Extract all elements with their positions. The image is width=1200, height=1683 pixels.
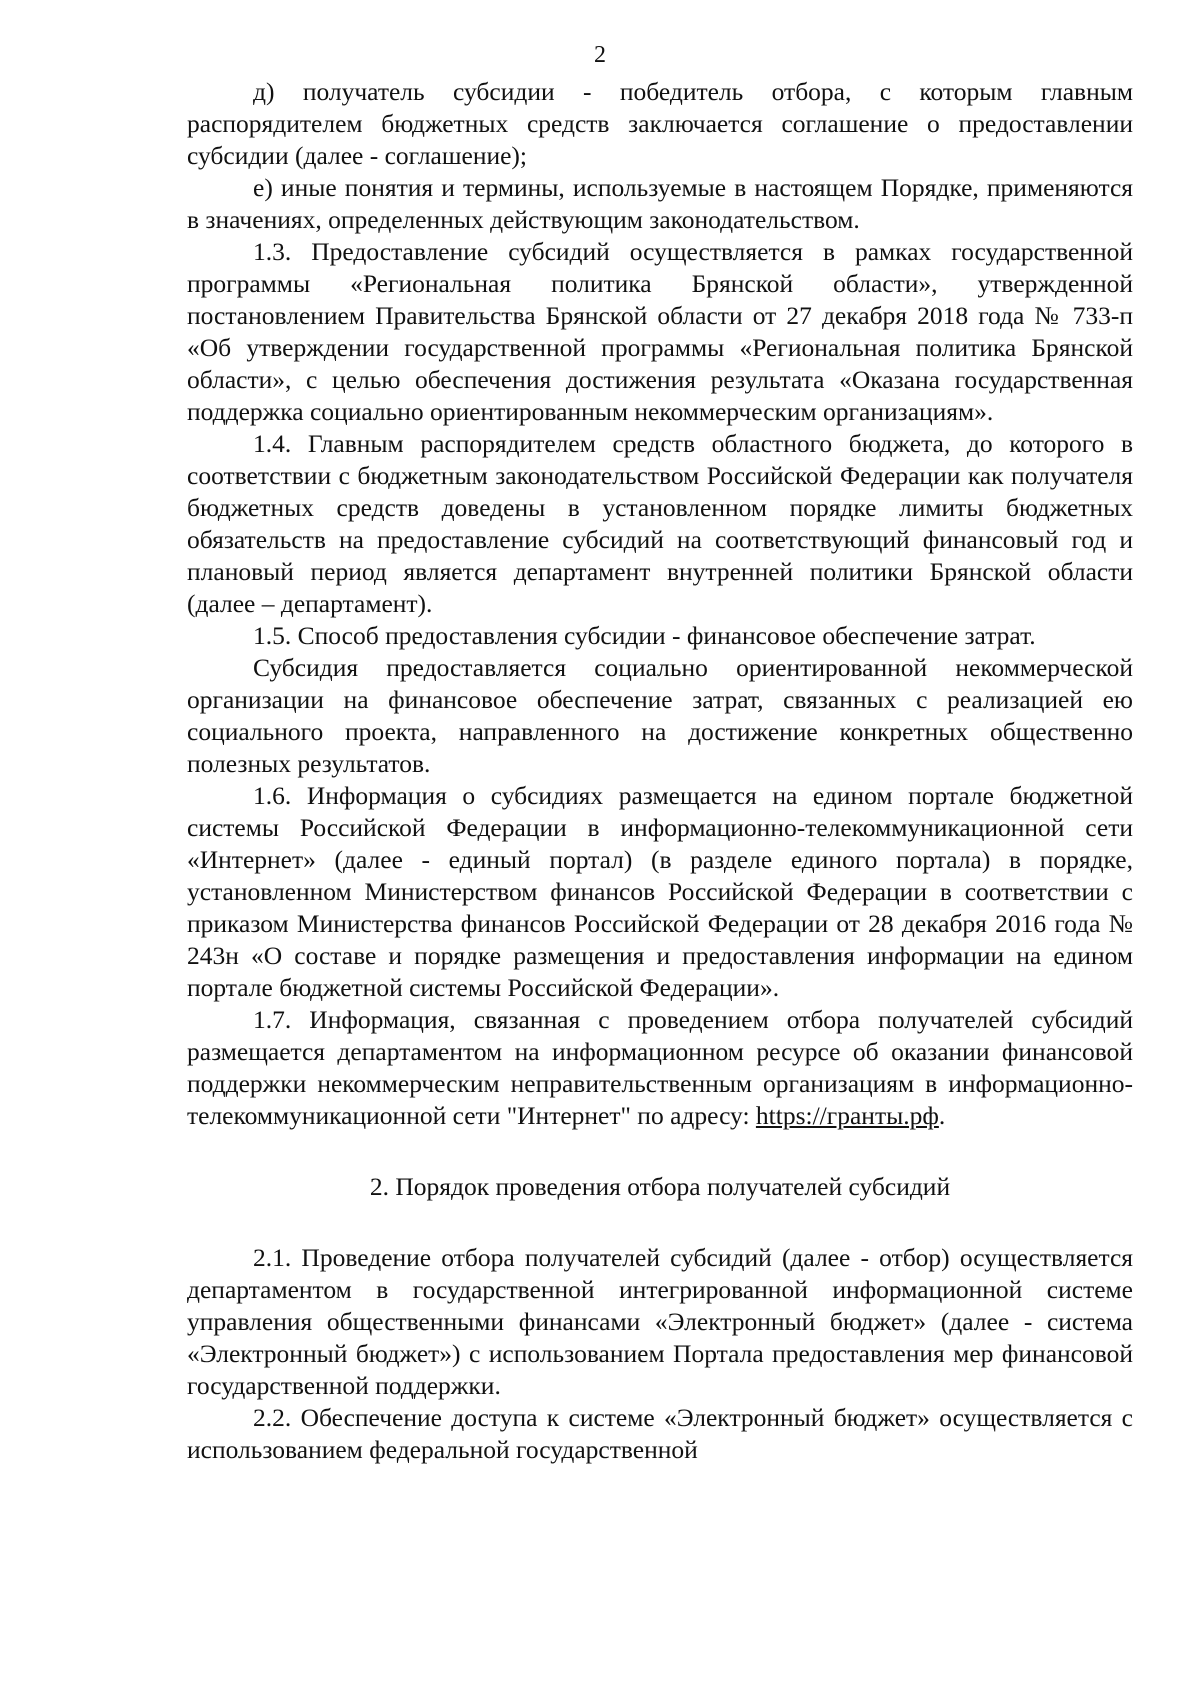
paragraph-1-4: 1.4. Главным распорядителем средств областного бюджета, до которого в соответствии с бюджетным законодательством Российской Федерации как получателя бюджетных средств доведены в установленном порядке лимиты бюджетных обязательств на предоставление субсидий на соответствующий финансовый год и плановый период является департамент внутренней политики Брянской области (далее – департамент). <box>187 429 1133 618</box>
paragraph-definition-d: д) получатель субсидии - победитель отбора, с которым главным распорядителем бюджетных средств заключается соглашение о предоставлении субсидии (далее - соглашение); <box>187 77 1133 170</box>
paragraph-1-7 <box>187 1004 1133 1132</box>
page-number: 2 <box>594 42 606 68</box>
document-body <box>187 76 1133 1466</box>
paragraph-1-3: 1.3. Предоставление субсидий осуществляется в рамках государственной программы «Региональная политика Брянской области», утвержденной постановлением Правительства Брянской области от 27 декабря 2018 года № 733-п «Об утверждении государственной программы «Региональная политика Брянской области», с целью обеспечения достижения результата «Оказана государственная поддержка социально ориентированным некоммерческим организациям». <box>187 237 1133 426</box>
paragraph-1-7-text: 1.7. Информация, связанная с проведением отбора получателей субсидий размещается департаментом на информационном ресурсе об оказании финансовой поддержки некоммерческим неправительственным организациям в информационно-телекоммуникационной сети "Интернет" по адресу: <box>187 1005 1133 1130</box>
paragraph-2-2: 2.2. Обеспечение доступа к системе «Электронный бюджет» осуществляется с использованием федеральной государственной <box>187 1403 1133 1464</box>
paragraph-1-5: 1.5. Способ предоставления субсидии - финансовое обеспечение затрат. <box>253 621 1036 650</box>
grants-link[interactable]: https://гранты.рф <box>755 1101 939 1130</box>
paragraph-1-6: 1.6. Информация о субсидиях размещается на едином портале бюджетной системы Российской Федерации в информационно-телекоммуникационной сети «Интернет» (далее - единый портал) (в разделе единого портала) в порядке, установленном Министерством финансов Российской Федерации в соответствии с приказом Министерства финансов Российской Федерации от 28 декабря 2016 года № 243н «О составе и порядке размещения и предоставления информации на едином портале бюджетной системы Российской Федерации». <box>187 781 1133 1002</box>
paragraph-definition-e: е) иные понятия и термины, используемые в настоящем Порядке, применяются в значениях, определенных действующим законодательством. <box>187 173 1133 234</box>
paragraph-1-7-end: . <box>938 1101 946 1130</box>
paragraph-subsidy-description: Субсидия предоставляется социально ориентированной некоммерческой организации на финансовое обеспечение затрат, связанных с реализацией ею социального проекта, направленного на достижение конкретных общественно полезных результатов. <box>187 653 1133 778</box>
paragraph-2-1: 2.1. Проведение отбора получателей субсидий (далее - отбор) осуществляется департаментом в государственной интегрированной информационной системе управления общественными финансами «Электронный бюджет» (далее - система «Электронный бюджет») с использованием Портала предоставления мер финансовой государственной поддержки. <box>187 1243 1133 1400</box>
section-heading: 2. Порядок проведения отбора получателей субсидий <box>369 1172 951 1201</box>
